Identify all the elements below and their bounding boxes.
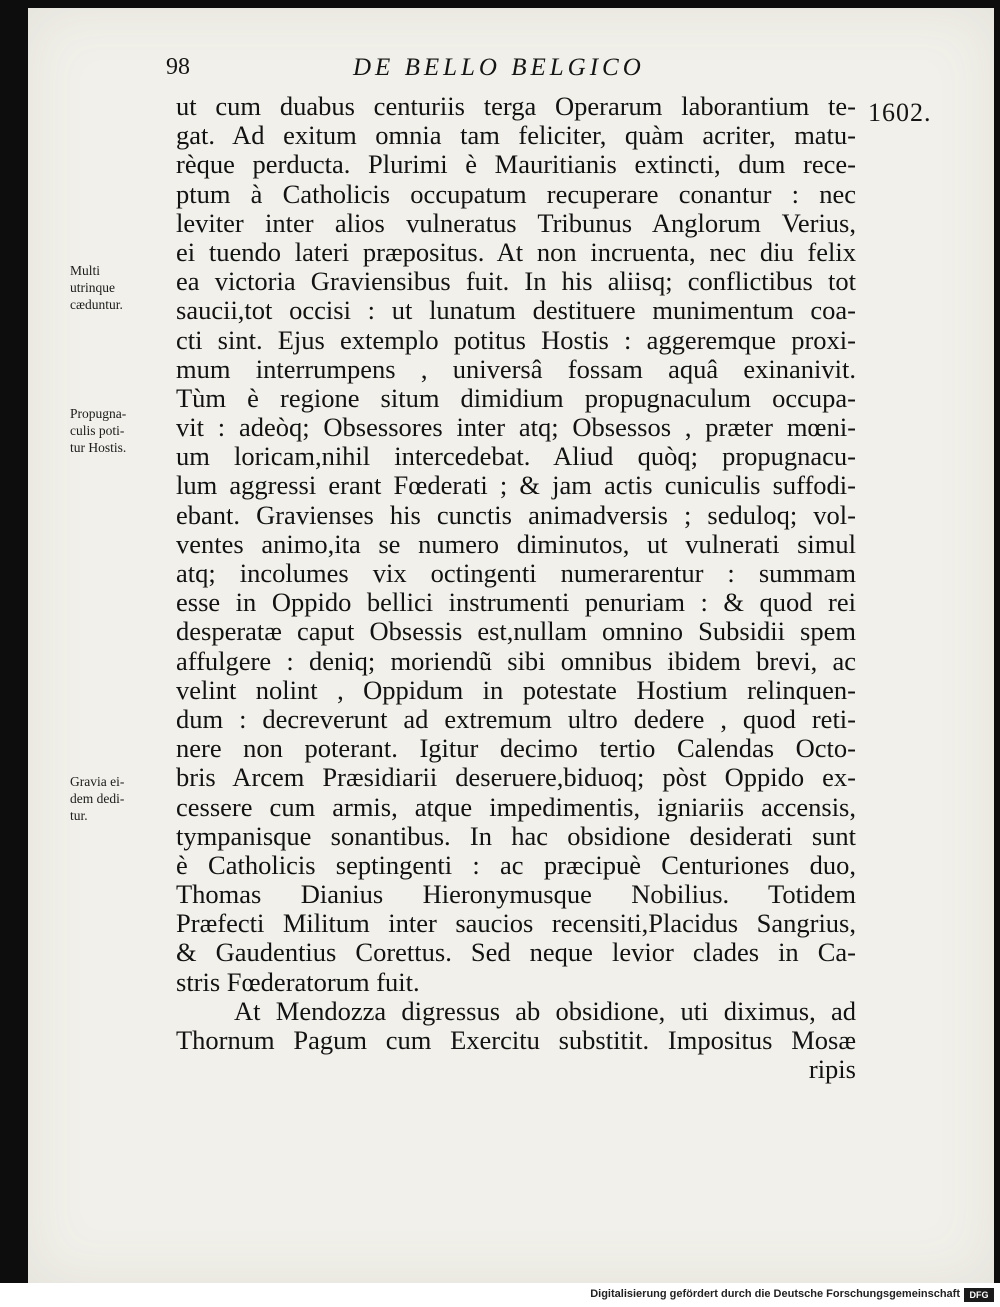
margin-note-gravia — [70, 773, 155, 824]
text-line: ut cum duabus centuriis terga Operarum laborantium te- — [176, 91, 856, 121]
running-head: DE BELLO BELGICO — [353, 54, 645, 81]
text-line: cessere cum armis, atque impedimentis, igniariis accensis, — [176, 791, 856, 822]
book-page — [28, 8, 994, 1283]
text-line: leviter inter alios vulneratus Tribunus Anglorum Verius, — [176, 207, 856, 238]
margin-note-line: dem dedi- — [70, 791, 125, 806]
text-line: ea victoria Graviensibus fuit. In his aliisq; conflictibus tot — [176, 266, 856, 297]
margin-year: 1602. — [868, 98, 932, 127]
text-line: gat. Ad exitum omnia tam feliciter, quàm acriter, matu- — [176, 120, 856, 151]
digitization-footer — [0, 1283, 1000, 1307]
text-line: Thomas Dianius Hieronymusque Nobilius. Totidem — [176, 879, 856, 910]
text-line: nere non poterant. Igitur decimo tertio Calendas Octo- — [176, 733, 856, 764]
text-line: affulgere : deniq; moriendũ sibi omnibus ibidem brevi, ac — [176, 645, 856, 676]
text-line: ptum à Catholicis occupatum recuperare conantur : nec — [176, 178, 856, 209]
margin-note-propugnaculis — [70, 405, 155, 456]
text-line: Tùm è regione situm dimidium propugnaculum occupa- — [176, 382, 856, 413]
page-number: 98 — [166, 54, 190, 80]
text-line: ventes animo,ita se numero diminutos, ut vulnerati simul — [176, 528, 856, 559]
text-line: è Catholicis septingenti : ac præcipuè Centuriones duo, — [176, 849, 856, 880]
margin-note-multi — [70, 262, 155, 313]
text-line: esse in Oppido bellici instrumenti penuriam : & quod rei — [176, 587, 856, 618]
text-line: Thornum Pagum cum Exercitu substitit. Impositus Mosæ — [176, 1025, 856, 1055]
footer-credit: Digitalisierung gefördert durch die Deutsche Forschungsgemeinschaft — [590, 1288, 960, 1300]
text-line: atq; incolumes vix octingenti numerarentur : summam — [176, 558, 856, 588]
catchword: ripis — [808, 1054, 856, 1085]
margin-note-line: Multi — [70, 263, 101, 278]
text-line: vit : adeòq; Obsessores inter atq; Obsessos , præter mœni- — [176, 412, 856, 443]
text-line: mum interrumpens , universâ fossam aquâ exinanivit. — [176, 353, 856, 384]
text-line: rèque perducta. Plurimi è Mauritianis extincti, dum rece- — [176, 149, 856, 180]
dfg-logo-icon: DFG — [964, 1288, 994, 1302]
text-line: dum : decreverunt ad extremum ultro dedere , quod reti- — [176, 703, 856, 734]
text-line: cti sint. Ejus extemplo potitus Hostis : aggeremque proxi- — [176, 324, 856, 355]
margin-note-line: utrinque — [70, 280, 115, 295]
margin-note-line: Propugna- — [70, 406, 127, 421]
text-line: um loricam,nihil intercedebat. Aliud quòq; propugnacu- — [176, 441, 856, 472]
margin-note-line: Gravia ei- — [70, 774, 125, 789]
text-line: ebant. Gravienses his cunctis animadversis ; seduloq; vol- — [176, 499, 856, 530]
text-line: Præfecti Militum inter saucios recensiti,Placidus Sangrius, — [176, 908, 856, 939]
text-line: lum aggressi erant Fœderati ; & jam actis cuniculis suffodi- — [176, 470, 856, 501]
text-line: ei tuendo lateri præpositus. At non incruenta, nec diu felix — [176, 236, 856, 267]
margin-note-line: cæduntur. — [70, 297, 123, 312]
text-line: desperatæ caput Obsessis est,nullam omnino Subsidii spem — [176, 616, 856, 647]
text-line: At Mendozza digressus ab obsidione, uti diximus, ad — [234, 995, 856, 1026]
text-line: stris Fœderatorum fuit. — [176, 966, 420, 997]
body-text — [176, 92, 856, 1084]
text-line: saucii,tot occisi : ut lunatum destituere munimentum coa- — [176, 295, 856, 326]
margin-note-line: tur. — [70, 808, 88, 823]
text-line: bris Arcem Præsidiarii deseruere,biduoq; pòst Oppido ex- — [176, 762, 856, 793]
text-line: & Gaudentius Corettus. Sed neque levior clades in Ca- — [176, 937, 856, 968]
margin-note-line: tur Hostis. — [70, 440, 127, 455]
margin-note-line: culis poti- — [70, 423, 125, 438]
text-line: tympanisque sonantibus. In hac obsidione desiderati sunt — [176, 820, 856, 851]
text-line: velint nolint , Oppidum in potestate Hostium relinquen- — [176, 674, 856, 705]
